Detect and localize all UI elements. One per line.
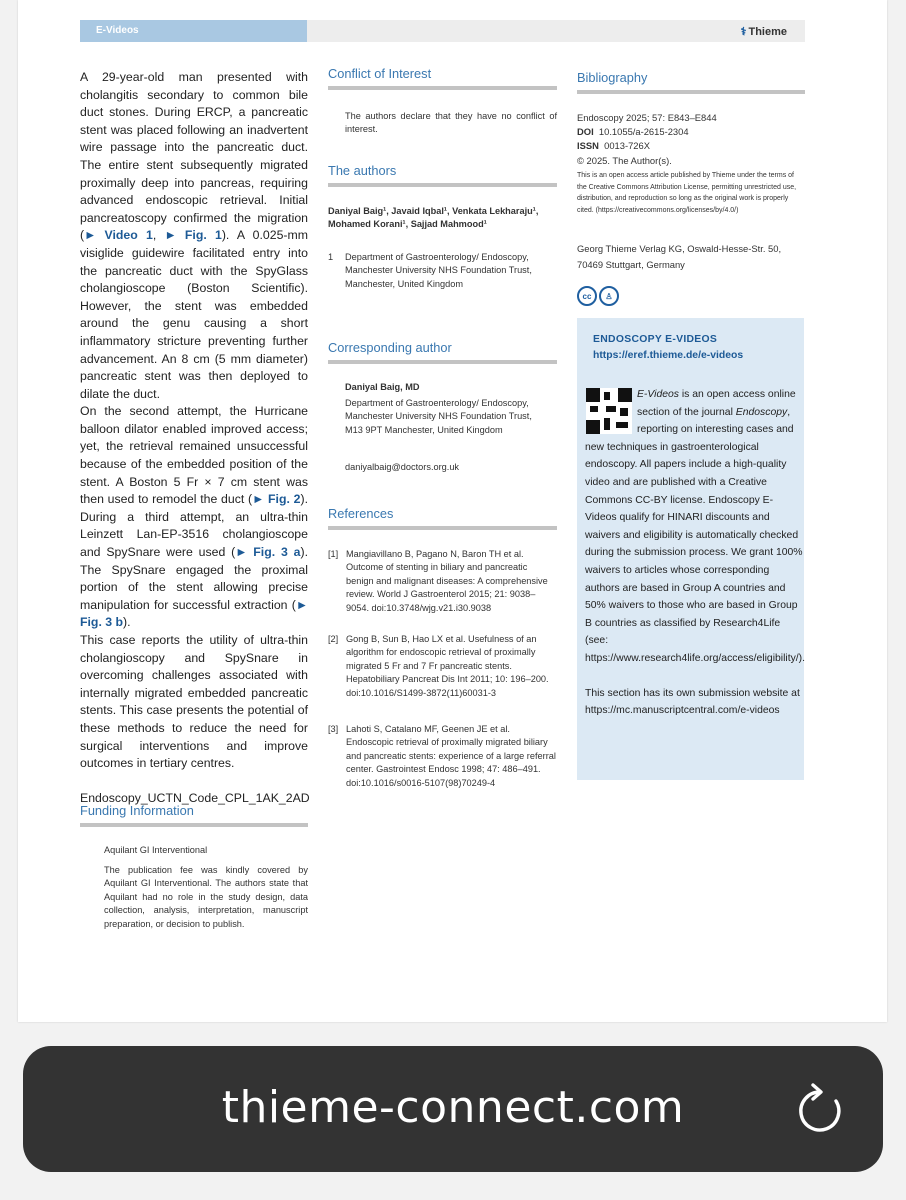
thieme-logo-icon: ⚕	[740, 26, 747, 38]
evideos-link[interactable]: https://eref.thieme.de/e-videos	[593, 350, 744, 361]
reference-text: Lahoti S, Catalano MF, Geenen JE et al. Endoscopic retrieval of proximally migrated biliary and pancreatic stents: experience of a large referral center. Gastrointest Endosc 1998; 47: 486–491. doi:10.1016/s0016-5107(98)70249-4	[346, 724, 556, 788]
conflict-rule	[328, 86, 557, 90]
affiliation: Department of Gastroenterology/ Endoscopy, Manchester University NHS Foundation Trust, Manchester, United Kingdom	[345, 252, 532, 289]
reference-number: [2]	[328, 634, 339, 644]
address-url[interactable]: thieme-connect.com	[221, 1082, 685, 1133]
conflict-text: The authors declare that they have no conflict of interest.	[345, 111, 557, 135]
corresponding-email[interactable]: daniyalbaig@doctors.org.uk	[345, 462, 460, 472]
authors-rule	[328, 183, 557, 187]
browser-address-bar[interactable]	[23, 1046, 883, 1172]
funding-text: The publication fee was kindly covered by Aquilant GI Interventional. The authors state that Aquilant had no role in the study design, data collection, analysis, interpretation, manuscript preparation, or decision to publish.	[104, 865, 308, 929]
reference-item	[328, 548, 557, 615]
reference-number: [3]	[328, 724, 339, 734]
creative-commons-icon: cc	[577, 286, 597, 306]
bib-doi: DOI 10.1055/a-2615-2304	[577, 126, 689, 137]
cc-by-badge[interactable]	[577, 286, 619, 306]
evideos-title: ENDOSCOPY E-VIDEOS	[593, 334, 718, 345]
section-label: E-Videos	[80, 20, 307, 42]
fig-2-link[interactable]: ► Fig. 2	[252, 492, 301, 507]
fig-1-link[interactable]: ► Fig. 1	[164, 228, 222, 243]
funding-heading: Funding Information	[80, 803, 194, 818]
evideos-box	[577, 318, 804, 780]
corresponding-heading: Corresponding author	[328, 340, 452, 355]
reference-item	[328, 723, 557, 790]
funding-rule	[80, 823, 308, 827]
references-rule	[328, 526, 557, 530]
bib-copyright: © 2025. The Author(s).	[577, 155, 672, 166]
reference-item	[328, 633, 557, 700]
case-paragraph-1: A 29-year-old man presented with cholangitis secondary to common bile duct stones. During ERCP, a pancreatic stent was placed following an inadvertent wire passage into the pancreatic duct. The entire stent subsequently migrated proximally deep into pancreas, requiring advanced endoscopic retrieval. Initial pancreatoscopy confirmed the migration (► Video 1, ► Fig. 1). A 0.025-mm visiglide guidewire facilitated entry into the pancreatic duct with the SpyGlass cholangioscope (Boston Scientific). However, the stent was embedded around the genu causing a short inflammatory stricture preventing further advancement. An 8 cm (5 mm diameter) pancreatic stent was then deployed to dilate the duct.	[80, 70, 308, 401]
video-1-link[interactable]: ► Video 1	[84, 228, 153, 243]
attribution-icon: ♙	[599, 286, 619, 306]
corresponding-rule	[328, 360, 557, 364]
case-code: Endoscopy_UCTN_Code_CPL_1AK_2AD	[80, 790, 310, 805]
evideos-description: E-Videos is an open access online section of the journal Endoscopy, reporting on interesting cases and new techniques in gastroenterological endoscopy. All papers include a high-quality video and are published with a Creative Commons CC-BY license. Endoscopy E-Videos qualify for HINARI discounts and waivers and eligibility is automatically checked during the submission process. We grant 100% waivers to articles whose corresponding authors are based in Group A countries and 50% waivers to those who are based in Group B countries as classified by Research4Life (see: https://www.research4life.org/access/eligibility/). This section has its own submission website at https://mc.manuscriptcentral.com/e-videos	[585, 386, 803, 720]
authors-heading: The authors	[328, 163, 397, 178]
conflict-heading: Conflict of Interest	[328, 66, 432, 81]
bib-publisher: Georg Thieme Verlag KG, Oswald-Hesse-Str. 50, 70469 Stuttgart, Germany	[577, 243, 782, 270]
bib-issn: ISSN 0013-726X	[577, 140, 650, 151]
funding-name: Aquilant GI Interventional	[104, 845, 208, 855]
affiliation-number: 1	[328, 252, 334, 262]
bib-license: This is an open access article published by Thieme under the terms of the Creative Commons Attribution License, permitting unrestricted use, distribution, and reproduction so long as the original work is properly cited. (https://creativecommons.org/licenses/by/4.0/)	[577, 172, 797, 214]
case-paragraph-2: On the second attempt, the Hurricane balloon dilator enabled improved access; yet, the retrieval remained unsuccessful because of the embedded position of the stent. A Boston 5 Fr × 7 cm stent was then used to remodel the duct (► Fig. 2). During a third attempt, an ultra-thin Leinzett Lan-EP-3516 cholangioscope and SpySnare were used (► Fig. 3 a). The SpySnare engaged the proximal portion of the stent allowing precise manipulation for successful extraction (► Fig. 3 b).	[80, 404, 308, 630]
author-names: Daniyal Baig¹, Javaid Iqbal¹, Venkata Lekharaju¹, Mohamed Korani¹, Sajjad Mahmood¹	[328, 206, 539, 230]
bib-journal: Endoscopy 2025; 57: E843–E844	[577, 112, 717, 123]
evideos-submission-url[interactable]: https://mc.manuscriptcentral.com/e-videos	[585, 705, 780, 717]
page-header	[80, 20, 805, 42]
reference-number: [1]	[328, 549, 339, 559]
evideos-submission: This section has its own submission website at	[585, 687, 800, 699]
case-paragraph-3: This case reports the utility of ultra-thin cholangioscopy and SpySnare in overcoming challenges associated with internally migrated embedded pancreatic stents. This case presents the potential of these methods to reduce the need for surgical interventions and improve outcomes in tertiary centres.	[80, 633, 308, 771]
corresponding-address: Department of Gastroenterology/ Endoscopy, Manchester University NHS Foundation Trust, M13 9PT Manchester, United Kingdom	[345, 398, 532, 435]
corresponding-name: Daniyal Baig, MD	[345, 382, 420, 392]
references-heading: References	[328, 506, 394, 521]
case-text	[80, 69, 308, 807]
bibliography-rule	[577, 90, 805, 94]
bibliography-heading: Bibliography	[577, 70, 648, 85]
brand: ⚕ Thieme	[740, 26, 787, 38]
fig-3a-link[interactable]: ► Fig. 3 a	[235, 545, 301, 560]
reload-icon[interactable]	[796, 1082, 844, 1134]
reference-text: Gong B, Sun B, Hao LX et al. Usefulness of an algorithm for endoscopic retrieval of proximally migrated 5 Fr and 7 Fr pancreatic stents. Hepatobiliary Pancreat Dis Int 2011; 10: 196–200. doi:10.1016/S1499-3872(11)60031-3	[346, 634, 549, 698]
reference-text: Mangiavillano B, Pagano N, Baron TH et al. Outcome of stenting in biliary and pancreatic benign and malignant diseases: A comprehensive review. World J Gastroenterol 2015; 21: 9038–9054. doi:10.3748/wjg.v21.i30.9038	[346, 549, 548, 613]
fig-3b-link[interactable]: ► Fig. 3 b	[80, 597, 308, 630]
